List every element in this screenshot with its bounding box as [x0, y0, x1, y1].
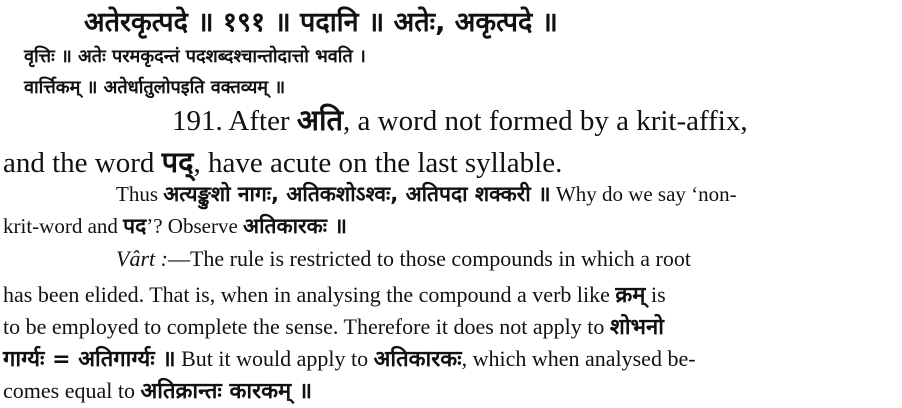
sanskrit-term: क्रम् — [615, 283, 646, 308]
sanskrit-term: अतिक्रान्तः कारकम् ॥ — [140, 379, 313, 404]
translation-text: and the word — [3, 147, 155, 179]
comment-text: has been elided. That is, when in analysing the compound a verb like — [3, 282, 610, 307]
sanskrit-examples: अत्यङ्कुशो नागः, अतिकशोऽश्वः, अतिपदा शक्करी ॥ — [163, 182, 551, 206]
vartika-comment-line-5 — [3, 375, 312, 405]
vartika-line: वार्त्तिकम् ॥ अतेर्धातुलोपइति वक्तव्यम् ॥ — [24, 77, 286, 98]
comment-text: But it would apply to — [175, 346, 369, 371]
translation-text: After — [228, 105, 290, 137]
sanskrit-term: गार्ग्यः = अतिगार्ग्यः ॥ — [3, 347, 176, 372]
translation-text: , a word not formed by a krit-affix, — [343, 105, 748, 137]
sutra-number: 191. — [172, 105, 223, 137]
translation-line-1 — [172, 100, 748, 139]
comment-text: is — [645, 282, 666, 307]
vrtti-line: वृत्तिः ॥ अतेः परमकृदन्तं पदशब्दश्चान्तोदात्तो भवति । — [24, 46, 366, 67]
translation-text: , have acute on the last syllable. — [193, 147, 563, 179]
vartika-comment-line-2 — [3, 279, 666, 309]
sutra-heading: अतेरकृत्पदे ॥ १९१ ॥ पदानि ॥ अतेः, अकृत्पदे ॥ — [84, 7, 558, 38]
examples-line-2 — [3, 212, 347, 240]
example-text: krit-word and — [3, 214, 118, 238]
sanskrit-term: अतिकारकः ॥ — [243, 214, 347, 238]
example-text: ’? Observe — [146, 214, 238, 238]
translation-line-2 — [3, 142, 562, 181]
sanskrit-term: शोभनो — [609, 315, 664, 340]
comment-text: —The rule is restricted to those compounds in which a root — [167, 246, 691, 271]
vartika-label: Vârt : — [116, 246, 168, 271]
sanskrit-term: अति — [296, 103, 344, 137]
vartika-comment-line-4 — [3, 343, 696, 373]
comment-text: to be employed to complete the sense. Therefore it does not apply to — [3, 314, 605, 339]
sanskrit-term: पद — [123, 214, 147, 238]
examples-line-1 — [116, 180, 737, 208]
example-text: Why do we say ‘non- — [550, 182, 737, 206]
sanskrit-term: पद् — [161, 145, 194, 179]
example-text: Thus — [116, 182, 158, 206]
sanskrit-term: अतिकारकः — [373, 347, 462, 372]
comment-text: , which when analysed be- — [461, 346, 696, 371]
vartika-comment-line-1 — [116, 246, 691, 272]
vartika-comment-line-3 — [3, 311, 664, 341]
comment-text: comes equal to — [3, 378, 135, 403]
